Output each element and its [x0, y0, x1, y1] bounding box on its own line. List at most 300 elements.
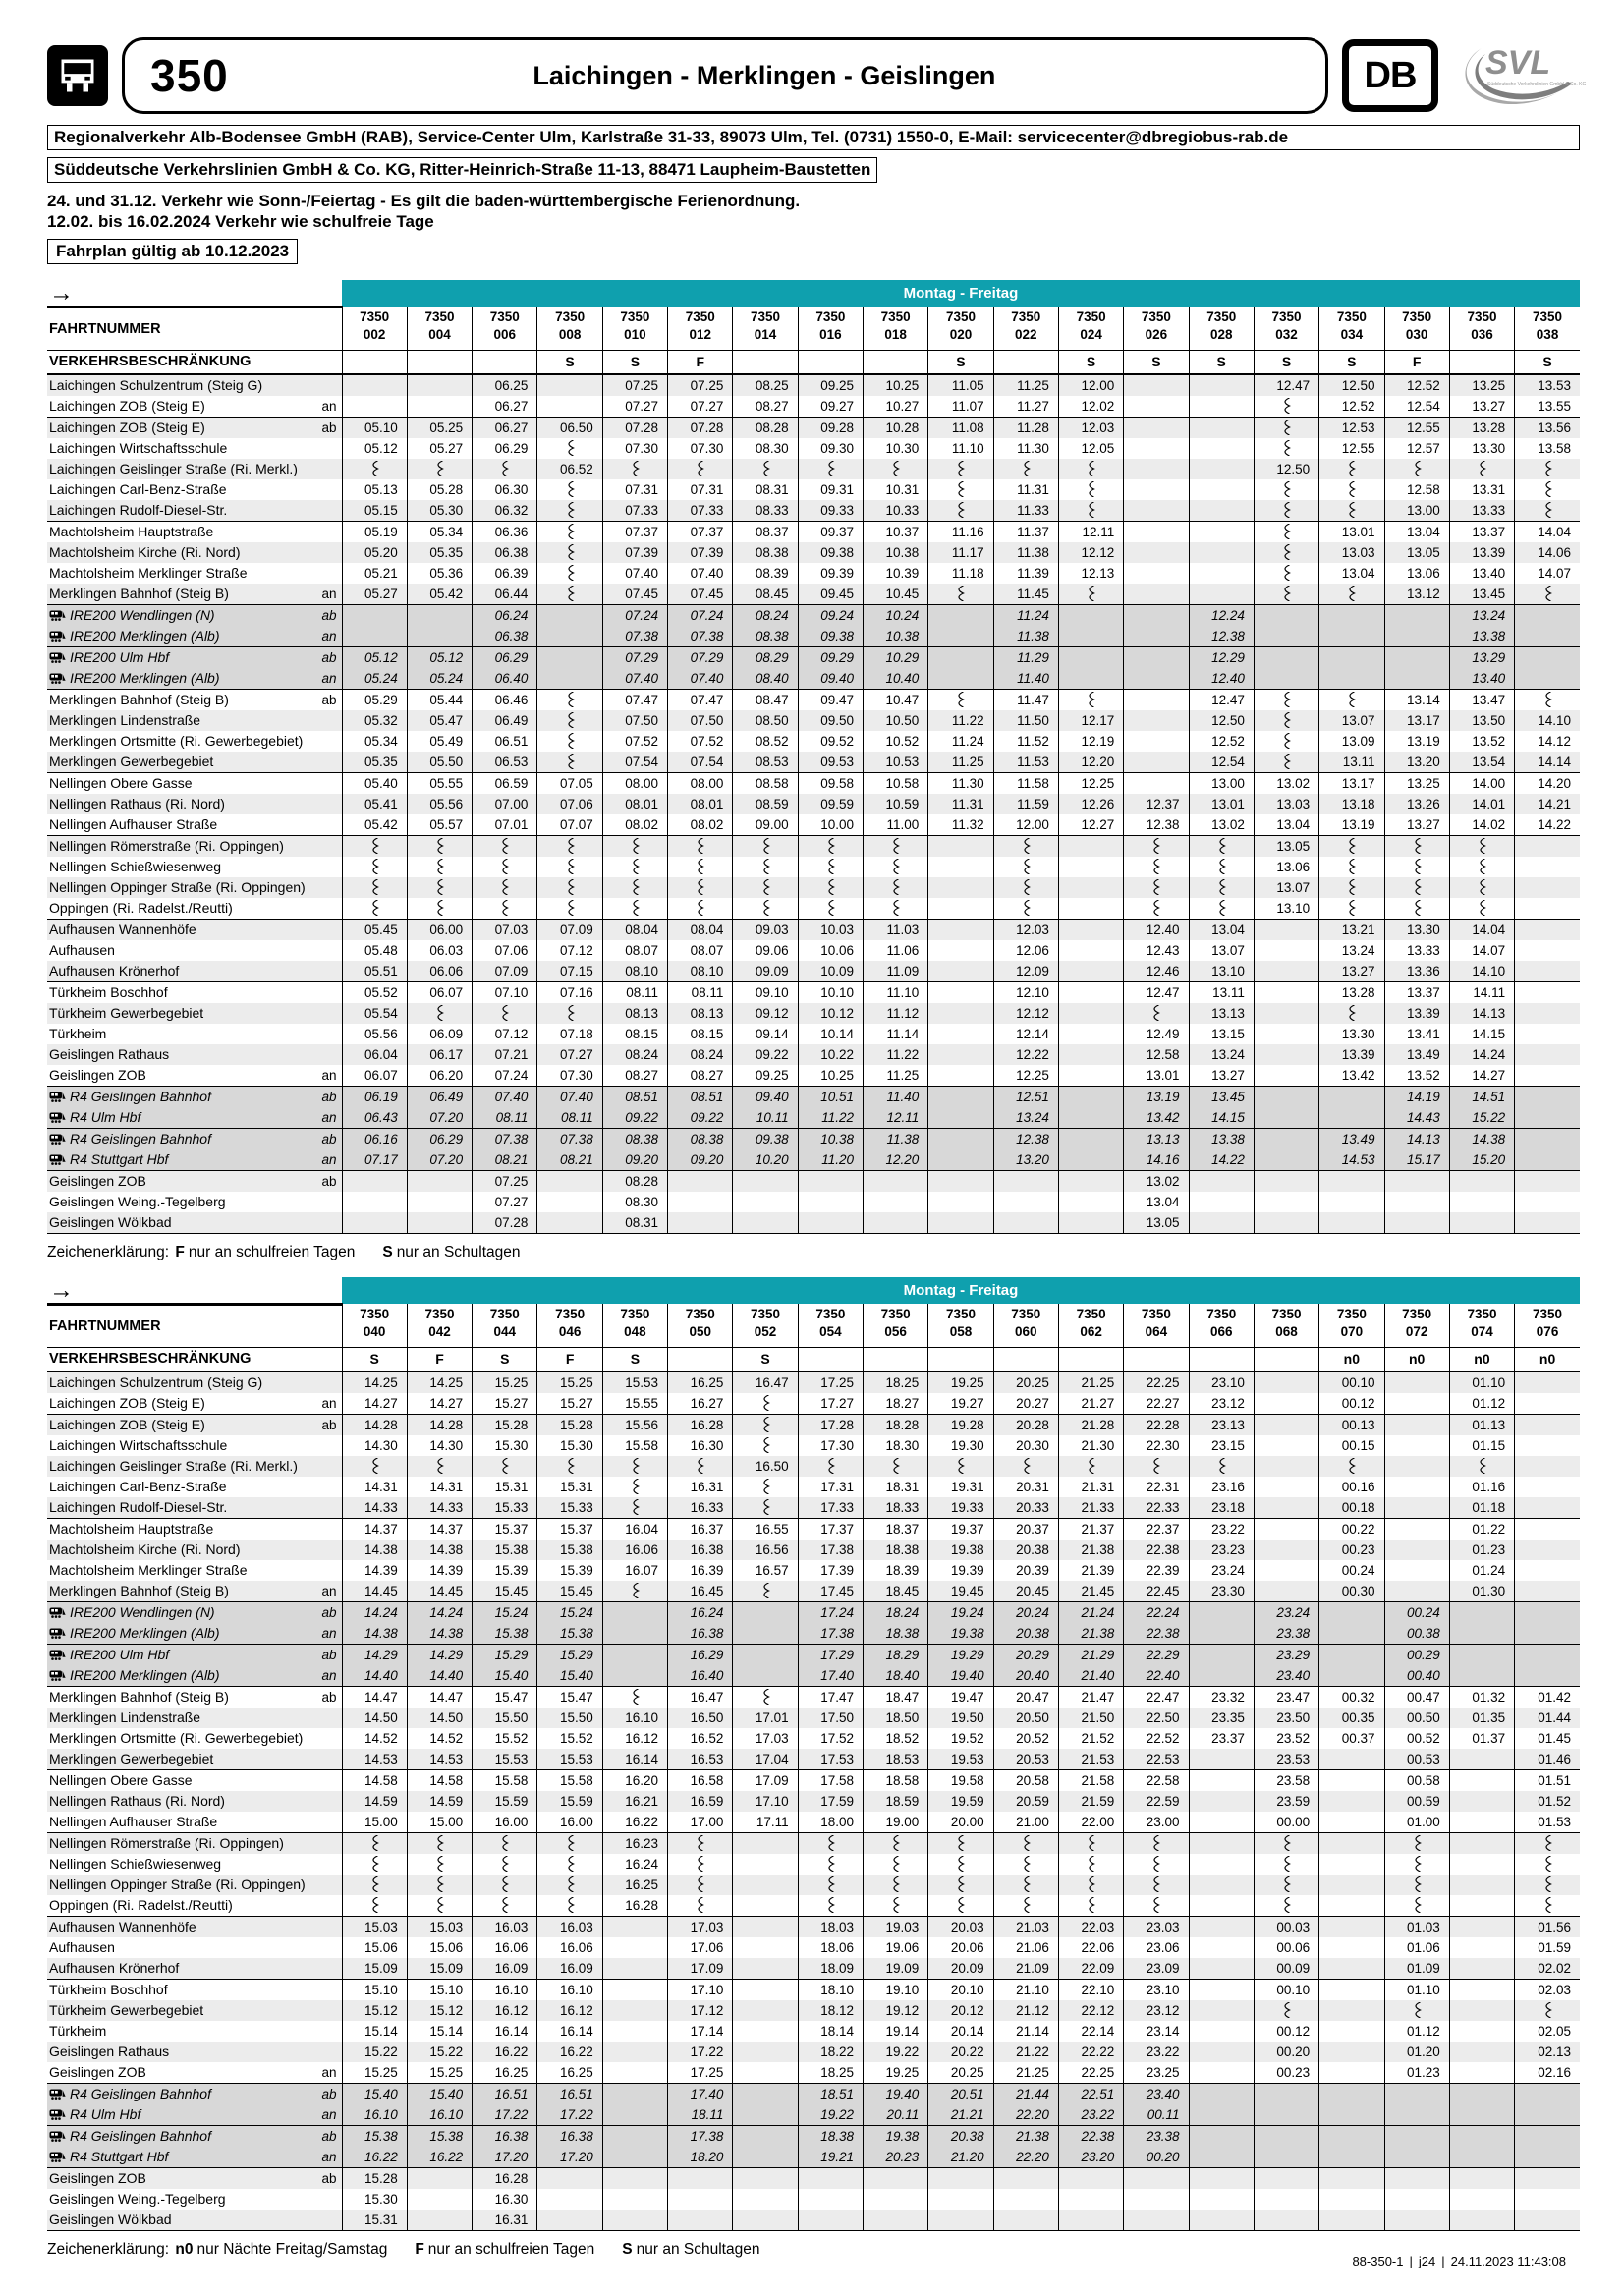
- time-cell: [1189, 1854, 1254, 1875]
- operator-line-1: Regionalverkehr Alb-Bodensee GmbH (RAB), Service-Center Ulm, Karlstraße 31-33, 89073 Ulm, Tel. (0731) 1550-0, E-Mail: servicecenter@dbregiobus-rab.de: [47, 125, 1580, 150]
- timetable-grid: [47, 280, 1580, 1234]
- table-row: [47, 1497, 1580, 1519]
- time-cell: 16.38: [473, 2125, 537, 2147]
- time-cell: 13.05: [1124, 1212, 1189, 1234]
- time-cell: [864, 1192, 928, 1212]
- restriction-code: S: [602, 350, 667, 374]
- skip-squiggle-icon: [567, 544, 575, 560]
- restriction-code: [473, 350, 537, 374]
- time-cell: 01.59: [1515, 1937, 1580, 1958]
- time-cell: 15.39: [537, 1560, 602, 1581]
- time-cell: [1254, 1170, 1318, 1192]
- time-cell: [1189, 1937, 1254, 1958]
- time-cell: [537, 710, 602, 731]
- time-cell: [1254, 1024, 1318, 1044]
- time-cell: 22.38: [1058, 2125, 1123, 2147]
- time-cell: 16.51: [473, 2083, 537, 2104]
- time-cell: 08.50: [733, 710, 798, 731]
- time-cell: 13.19: [1319, 814, 1384, 836]
- time-cell: [1384, 2210, 1449, 2231]
- time-cell: [1319, 1601, 1384, 1623]
- time-cell: 12.00: [1058, 374, 1123, 396]
- stop-name: Nellingen Oppinger Straße (Ri. Oppingen): [49, 879, 306, 895]
- stop-name-cell: [47, 1477, 342, 1497]
- time-cell: 16.39: [668, 1560, 733, 1581]
- skip-squiggle-icon: [501, 838, 509, 854]
- time-cell: 14.30: [342, 1435, 407, 1456]
- stop-name-cell: [47, 626, 342, 647]
- trip-number: 7350 032: [1254, 307, 1318, 350]
- table-row: [47, 772, 1580, 794]
- time-cell: [1254, 919, 1318, 940]
- time-cell: [1189, 2167, 1254, 2189]
- time-cell: 15.40: [407, 2083, 472, 2104]
- stop-name-cell: [47, 2042, 342, 2062]
- time-cell: [407, 1895, 472, 1917]
- time-cell: 18.51: [798, 2083, 863, 2104]
- stop-name-cell: [47, 2000, 342, 2021]
- time-cell: 09.24: [798, 604, 863, 626]
- time-cell: 12.52: [1384, 374, 1449, 396]
- time-cell: 09.40: [733, 1086, 798, 1107]
- time-cell: [1515, 1540, 1580, 1560]
- time-cell: 23.24: [1254, 1601, 1318, 1623]
- time-cell: [1384, 1212, 1449, 1234]
- time-cell: 08.07: [602, 940, 667, 961]
- time-cell: 20.12: [928, 2000, 993, 2021]
- time-cell: [928, 1832, 993, 1854]
- time-cell: 20.03: [928, 1916, 993, 1937]
- time-cell: 17.25: [668, 2062, 733, 2084]
- time-cell: 05.48: [342, 940, 407, 961]
- time-cell: [602, 459, 667, 479]
- time-cell: 08.10: [668, 961, 733, 982]
- time-cell: 23.00: [1124, 1812, 1189, 1833]
- time-cell: 19.33: [928, 1497, 993, 1519]
- time-cell: [602, 2021, 667, 2042]
- time-cell: [473, 1832, 537, 1854]
- stop-name: Geislingen Wölkbad: [49, 1214, 172, 1230]
- page-header: [47, 33, 1587, 118]
- time-cell: [733, 1832, 798, 1854]
- time-cell: 07.00: [473, 794, 537, 814]
- service-note-1: 24. und 31.12. Verkehr wie Sonn-/Feiertag - Es gilt die baden-württembergische Ferienordnung.: [47, 192, 801, 210]
- stop-name: IRE200 Ulm Hbf: [47, 649, 311, 665]
- time-cell: [1515, 1435, 1580, 1456]
- time-cell: 00.35: [1319, 1708, 1384, 1728]
- time-cell: [1254, 961, 1318, 982]
- time-cell: 11.22: [928, 710, 993, 731]
- time-cell: [1319, 689, 1384, 710]
- time-cell: 13.03: [1319, 542, 1384, 563]
- time-cell: [1254, 668, 1318, 690]
- stop-name: IRE200 Merklingen (Alb): [47, 1667, 311, 1683]
- arrival-departure-note: an: [321, 2064, 337, 2080]
- time-cell: 00.09: [1254, 1958, 1318, 1980]
- time-cell: [733, 1170, 798, 1192]
- time-cell: 09.09: [733, 961, 798, 982]
- time-cell: 14.38: [342, 1623, 407, 1645]
- time-cell: 12.52: [1319, 396, 1384, 418]
- time-cell: 14.38: [407, 1540, 472, 1560]
- time-cell: 06.07: [407, 981, 472, 1003]
- time-cell: 06.24: [473, 604, 537, 626]
- time-cell: 14.04: [1449, 919, 1514, 940]
- time-cell: [1319, 1791, 1384, 1812]
- time-cell: 22.52: [1124, 1728, 1189, 1749]
- time-cell: [1254, 1518, 1318, 1540]
- time-cell: 08.24: [602, 1044, 667, 1065]
- time-cell: [1058, 940, 1123, 961]
- time-cell: 08.04: [668, 919, 733, 940]
- time-cell: 15.58: [473, 1769, 537, 1791]
- skip-squiggle-icon: [762, 1689, 770, 1705]
- time-cell: 13.38: [1449, 626, 1514, 647]
- time-cell: 14.28: [407, 1414, 472, 1435]
- time-cell: [928, 479, 993, 500]
- time-cell: 10.03: [798, 919, 863, 940]
- time-cell: 10.12: [798, 1003, 863, 1024]
- time-cell: 14.13: [1384, 1128, 1449, 1149]
- time-cell: 13.40: [1449, 563, 1514, 584]
- skip-squiggle-icon: [567, 565, 575, 581]
- skip-squiggle-icon: [1152, 1876, 1160, 1892]
- stop-name-cell: [47, 961, 342, 982]
- time-cell: 15.25: [473, 1372, 537, 1393]
- arrival-departure-note: an: [321, 1067, 337, 1083]
- time-cell: [1058, 1003, 1123, 1024]
- validity-box: Fahrplan gültig ab 10.12.2023: [47, 239, 298, 264]
- time-cell: 22.27: [1124, 1393, 1189, 1415]
- stop-name-cell: [47, 710, 342, 731]
- skip-squiggle-icon: [1283, 586, 1291, 601]
- time-cell: 23.12: [1124, 2000, 1189, 2021]
- skip-squiggle-icon: [1283, 2002, 1291, 2018]
- stop-name-cell: [47, 877, 342, 898]
- skip-squiggle-icon: [1544, 1897, 1552, 1913]
- time-cell: [1189, 857, 1254, 877]
- train-icon: [49, 1092, 66, 1102]
- skip-squiggle-icon: [436, 461, 444, 476]
- stop-name: Merklingen Gewerbegebiet: [49, 754, 214, 769]
- time-cell: 06.38: [473, 626, 537, 647]
- stop-name-cell: [47, 1875, 342, 1895]
- time-cell: 08.13: [602, 1003, 667, 1024]
- stop-name: Türkheim Gewerbegebiet: [49, 1005, 204, 1021]
- skip-squiggle-icon: [1152, 1458, 1160, 1474]
- time-cell: 07.24: [602, 604, 667, 626]
- time-cell: 06.50: [537, 417, 602, 438]
- stop-name: Nellingen Aufhauser Straße: [49, 816, 218, 832]
- time-cell: [733, 2083, 798, 2104]
- time-cell: 23.18: [1189, 1497, 1254, 1519]
- time-cell: 21.31: [1058, 1477, 1123, 1497]
- time-cell: 17.09: [733, 1769, 798, 1791]
- time-cell: 06.16: [342, 1128, 407, 1149]
- trip-number: 7350 046: [537, 1304, 602, 1347]
- table-row: [47, 752, 1580, 773]
- stop-name-cell: [47, 1518, 342, 1540]
- time-cell: 06.25: [473, 374, 537, 396]
- time-cell: 16.04: [602, 1518, 667, 1540]
- time-cell: [602, 2125, 667, 2147]
- time-cell: [928, 835, 993, 857]
- time-cell: [1319, 479, 1384, 500]
- time-cell: [1058, 584, 1123, 605]
- time-cell: [1515, 1149, 1580, 1171]
- skip-squiggle-icon: [697, 838, 704, 854]
- time-cell: 13.20: [993, 1149, 1058, 1171]
- time-cell: 10.24: [864, 604, 928, 626]
- stop-name: Laichingen Wirtschaftsschule: [49, 1437, 228, 1453]
- time-cell: 12.14: [993, 1024, 1058, 1044]
- time-cell: [798, 1832, 863, 1854]
- time-cell: [1058, 1456, 1123, 1477]
- time-cell: 16.47: [668, 1686, 733, 1708]
- time-cell: 18.03: [798, 1916, 863, 1937]
- time-cell: [928, 689, 993, 710]
- time-cell: [1254, 1560, 1318, 1581]
- time-cell: 05.32: [342, 710, 407, 731]
- table-row: [47, 710, 1580, 731]
- time-cell: 10.47: [864, 689, 928, 710]
- stop-name-cell: [47, 1107, 342, 1129]
- time-cell: [798, 1895, 863, 1917]
- time-cell: [1254, 2083, 1318, 2104]
- table-row: [47, 1937, 1580, 1958]
- restriction-code: S: [342, 1347, 407, 1372]
- skip-squiggle-icon: [827, 1897, 835, 1913]
- time-cell: [1254, 584, 1318, 605]
- skip-squiggle-icon: [436, 900, 444, 916]
- train-icon: [49, 673, 66, 684]
- time-cell: 19.53: [928, 1749, 993, 1770]
- time-cell: [602, 1979, 667, 2000]
- time-cell: 06.04: [342, 1044, 407, 1065]
- skip-squiggle-icon: [632, 1689, 640, 1705]
- time-cell: 15.33: [537, 1497, 602, 1519]
- time-cell: [798, 877, 863, 898]
- time-cell: [1319, 2021, 1384, 2042]
- stop-name: Merklingen Lindenstraße: [49, 1709, 201, 1725]
- time-cell: 00.40: [1384, 1665, 1449, 1687]
- stop-name-cell: [47, 1003, 342, 1024]
- time-cell: [1254, 2125, 1318, 2147]
- time-cell: 00.13: [1319, 1414, 1384, 1435]
- time-cell: 21.29: [1058, 1644, 1123, 1665]
- time-cell: 16.10: [473, 1979, 537, 2000]
- time-cell: 01.23: [1449, 1540, 1514, 1560]
- time-cell: [1319, 1895, 1384, 1917]
- time-cell: [602, 1477, 667, 1497]
- time-cell: [1515, 1665, 1580, 1687]
- time-cell: 19.10: [864, 1979, 928, 2000]
- time-cell: [1254, 1044, 1318, 1065]
- trip-number: 7350 048: [602, 1304, 667, 1347]
- restriction-code: [928, 1347, 993, 1372]
- stop-name: IRE200 Merklingen (Alb): [47, 670, 311, 686]
- time-cell: [798, 898, 863, 920]
- time-cell: 07.38: [668, 626, 733, 647]
- time-cell: [928, 1895, 993, 1917]
- arrival-departure-note: an: [321, 2149, 337, 2164]
- stop-name-cell: [47, 542, 342, 563]
- skip-squiggle-icon: [957, 1458, 965, 1474]
- time-cell: [928, 1044, 993, 1065]
- time-cell: 15.38: [473, 1623, 537, 1645]
- time-cell: [733, 2210, 798, 2231]
- time-cell: 20.40: [993, 1665, 1058, 1687]
- restriction-code: [993, 1347, 1058, 1372]
- time-cell: [1124, 1854, 1189, 1875]
- stop-name-cell: [47, 1192, 342, 1212]
- time-cell: 15.25: [407, 2062, 472, 2084]
- time-cell: [1449, 2042, 1514, 2062]
- skip-squiggle-icon: [1283, 1835, 1291, 1851]
- time-cell: [1124, 731, 1189, 752]
- time-cell: [1254, 604, 1318, 626]
- time-cell: [407, 1875, 472, 1895]
- restriction-code: S: [1124, 350, 1189, 374]
- time-cell: 07.27: [602, 396, 667, 418]
- time-cell: 06.49: [407, 1086, 472, 1107]
- time-cell: [993, 857, 1058, 877]
- time-cell: 15.27: [473, 1393, 537, 1415]
- table-row: [47, 1749, 1580, 1770]
- time-cell: 12.17: [1058, 710, 1123, 731]
- skip-squiggle-icon: [697, 461, 704, 476]
- time-cell: [864, 2189, 928, 2210]
- time-cell: 20.09: [928, 1958, 993, 1980]
- skip-squiggle-icon: [567, 524, 575, 539]
- operator-line-2: Süddeutsche Verkehrslinien GmbH & Co. KG, Ritter-Heinrich-Straße 11-13, 88471 Laupheim-Baustetten: [47, 157, 877, 183]
- time-cell: [1515, 981, 1580, 1003]
- time-cell: [993, 1832, 1058, 1854]
- time-cell: [1319, 1212, 1384, 1234]
- time-cell: 16.07: [602, 1560, 667, 1581]
- time-cell: 13.01: [1189, 794, 1254, 814]
- time-cell: 15.38: [537, 1540, 602, 1560]
- time-cell: 15.40: [537, 1665, 602, 1687]
- time-cell: [1058, 2189, 1123, 2210]
- time-cell: [602, 857, 667, 877]
- time-cell: 06.40: [473, 668, 537, 690]
- skip-squiggle-icon: [1152, 1897, 1160, 1913]
- time-cell: [1319, 1003, 1384, 1024]
- time-cell: [798, 2167, 863, 2189]
- time-cell: 12.26: [1058, 794, 1123, 814]
- trip-number: 7350 044: [473, 1304, 537, 1347]
- time-cell: 22.29: [1124, 1644, 1189, 1665]
- time-cell: [1384, 668, 1449, 690]
- time-cell: [1515, 2000, 1580, 2021]
- table-row: [47, 1769, 1580, 1791]
- time-cell: 20.37: [993, 1518, 1058, 1540]
- time-cell: 13.28: [1319, 981, 1384, 1003]
- skip-squiggle-icon: [632, 1479, 640, 1494]
- time-cell: [1254, 542, 1318, 563]
- time-cell: 15.33: [473, 1497, 537, 1519]
- time-cell: [1058, 646, 1123, 668]
- time-cell: [1189, 877, 1254, 898]
- stop-name-cell: [47, 2167, 342, 2189]
- time-cell: [668, 1875, 733, 1895]
- time-cell: [1189, 479, 1254, 500]
- time-cell: 14.59: [342, 1791, 407, 1812]
- time-cell: [733, 2000, 798, 2021]
- time-cell: 20.29: [993, 1644, 1058, 1665]
- stop-name-cell: [47, 2210, 342, 2231]
- time-cell: 18.37: [864, 1518, 928, 1540]
- time-cell: [1254, 626, 1318, 647]
- train-icon: [49, 1650, 66, 1660]
- time-cell: 20.51: [928, 2083, 993, 2104]
- time-cell: [1319, 584, 1384, 605]
- time-cell: 12.47: [1189, 689, 1254, 710]
- time-cell: 23.13: [1189, 1414, 1254, 1435]
- trip-number: 7350 040: [342, 1304, 407, 1347]
- time-cell: 14.37: [407, 1518, 472, 1540]
- trip-number: 7350 030: [1384, 307, 1449, 350]
- time-cell: 21.22: [993, 2042, 1058, 2062]
- time-cell: [407, 626, 472, 647]
- time-cell: 08.39: [733, 563, 798, 584]
- stop-name: R4 Geislingen Bahnhof: [47, 2128, 311, 2144]
- time-cell: 08.07: [668, 940, 733, 961]
- time-cell: [1058, 1044, 1123, 1065]
- time-cell: [1515, 2083, 1580, 2104]
- time-cell: 20.06: [928, 1937, 993, 1958]
- skip-squiggle-icon: [371, 900, 379, 916]
- time-cell: [1189, 1665, 1254, 1687]
- time-cell: [407, 898, 472, 920]
- time-cell: 21.50: [1058, 1708, 1123, 1728]
- time-cell: [1124, 417, 1189, 438]
- time-cell: [1189, 438, 1254, 459]
- time-cell: [1058, 1192, 1123, 1212]
- time-cell: 05.49: [407, 731, 472, 752]
- time-cell: [1449, 1623, 1514, 1645]
- time-cell: [1515, 877, 1580, 898]
- time-cell: 20.00: [928, 1812, 993, 1833]
- time-cell: 01.53: [1515, 1812, 1580, 1833]
- time-cell: 14.07: [1449, 940, 1514, 961]
- time-cell: [1254, 396, 1318, 418]
- time-cell: [1189, 898, 1254, 920]
- time-cell: [668, 2210, 733, 2231]
- time-cell: 13.02: [1189, 814, 1254, 836]
- time-cell: [733, 898, 798, 920]
- time-cell: [1058, 1832, 1123, 1854]
- time-cell: 09.27: [798, 396, 863, 418]
- time-cell: 13.50: [1449, 710, 1514, 731]
- time-cell: 12.54: [1189, 752, 1254, 773]
- time-cell: [1124, 668, 1189, 690]
- time-cell: 13.24: [1319, 940, 1384, 961]
- time-cell: [733, 1393, 798, 1415]
- time-cell: 18.52: [864, 1728, 928, 1749]
- time-cell: 07.31: [668, 479, 733, 500]
- skip-squiggle-icon: [567, 502, 575, 518]
- time-cell: 14.24: [342, 1601, 407, 1623]
- stop-name-cell: [47, 689, 342, 710]
- time-cell: [1189, 396, 1254, 418]
- restriction-code: [342, 350, 407, 374]
- time-cell: 05.27: [407, 438, 472, 459]
- time-cell: [407, 604, 472, 626]
- time-cell: 22.39: [1124, 1560, 1189, 1581]
- stop-name: R4 Geislingen Bahnhof: [47, 1089, 311, 1104]
